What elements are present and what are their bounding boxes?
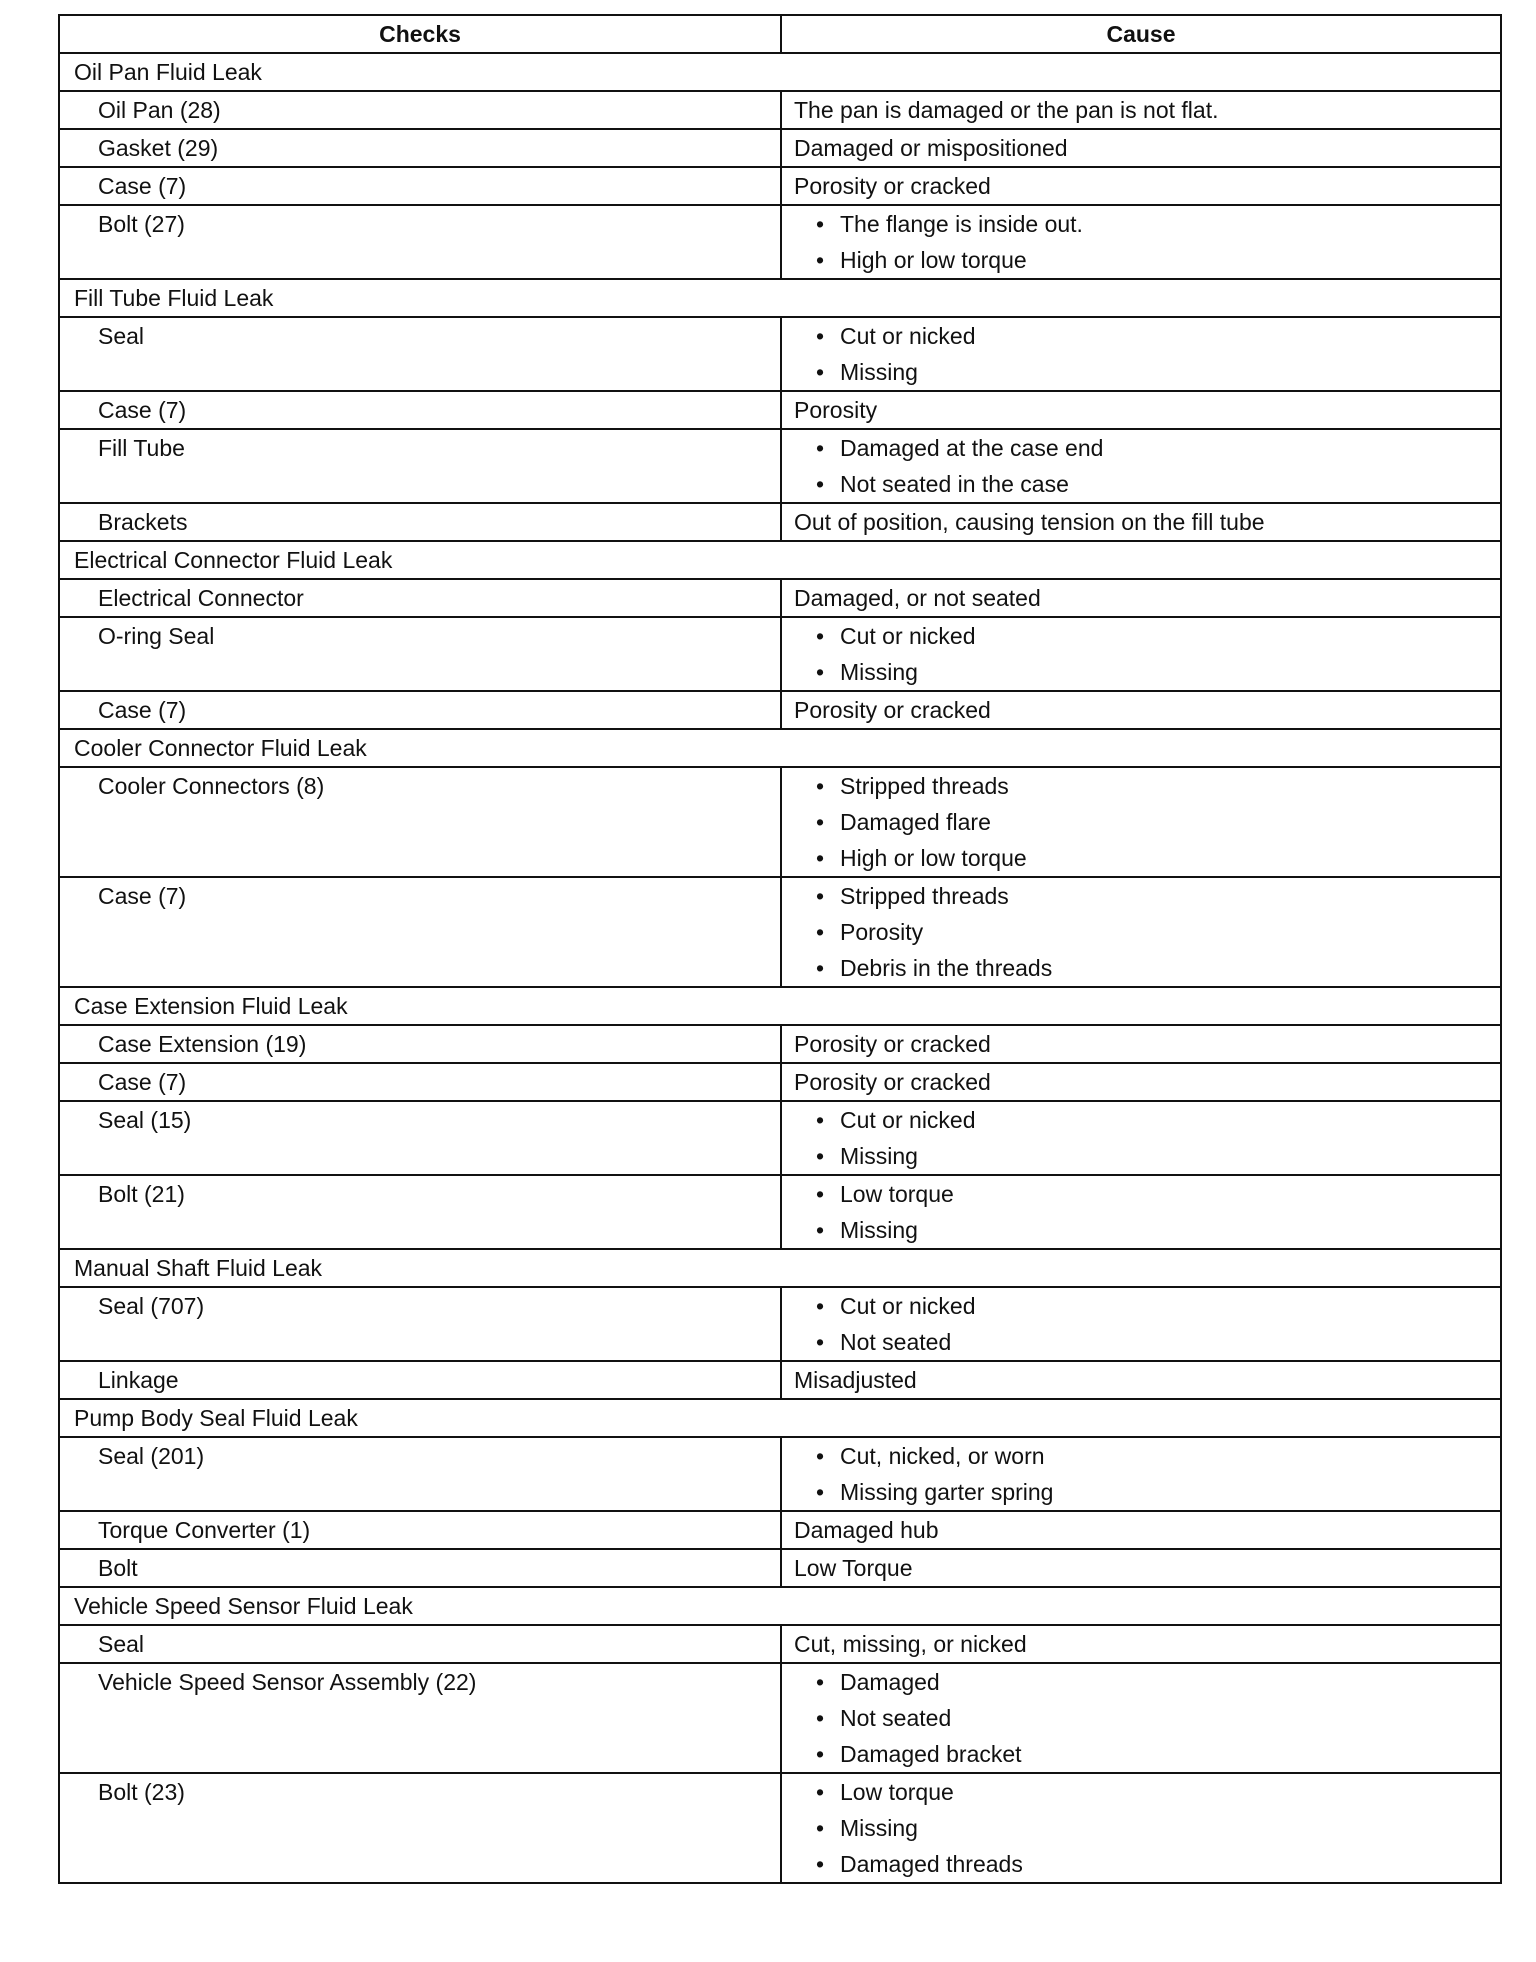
cause-bullet-item: • Cut, nicked, or worn <box>816 1438 1500 1474</box>
cause-cell: Low Torque <box>781 1549 1501 1587</box>
section-row <box>59 1399 1501 1437</box>
table-row <box>59 391 1501 429</box>
cause-bullet-item: • Damaged bracket <box>816 1736 1500 1772</box>
section-title: Cooler Connector Fluid Leak <box>59 729 1501 767</box>
cause-bullet-item: • Damaged flare <box>816 804 1500 840</box>
cause-bullet-item: • Damaged <box>816 1664 1500 1700</box>
check-cell: Vehicle Speed Sensor Assembly (22) <box>59 1663 781 1773</box>
cause-bullet-item: • Cut or nicked <box>816 618 1500 654</box>
cause-cell <box>781 1663 1501 1773</box>
check-cell: Bolt (27) <box>59 205 781 279</box>
table-row <box>59 1361 1501 1399</box>
cause-cell <box>781 205 1501 279</box>
check-cell: Linkage <box>59 1361 781 1399</box>
cause-bullet-list <box>782 1176 1500 1248</box>
table-row <box>59 579 1501 617</box>
table-row <box>59 167 1501 205</box>
cause-bullet-item: • Not seated <box>816 1700 1500 1736</box>
cause-bullet-item: • Cut or nicked <box>816 318 1500 354</box>
cause-bullet-item: • Damaged at the case end <box>816 430 1500 466</box>
cause-bullet-list <box>782 1438 1500 1510</box>
table-row <box>59 767 1501 877</box>
cause-bullet-item: • Cut or nicked <box>816 1288 1500 1324</box>
check-cell: Bolt (21) <box>59 1175 781 1249</box>
cause-bullet-list <box>782 430 1500 502</box>
table-row <box>59 503 1501 541</box>
cause-cell <box>781 1773 1501 1883</box>
cause-column-header: Cause <box>781 15 1501 53</box>
cause-bullet-item: • Not seated in the case <box>816 466 1500 502</box>
cause-bullet-item: • Porosity <box>816 914 1500 950</box>
section-title: Manual Shaft Fluid Leak <box>59 1249 1501 1287</box>
table-row <box>59 1511 1501 1549</box>
cause-cell <box>781 877 1501 987</box>
check-cell: O-ring Seal <box>59 617 781 691</box>
cause-cell: Out of position, causing tension on the fill tube <box>781 503 1501 541</box>
table-row <box>59 205 1501 279</box>
cause-cell: Cut, missing, or nicked <box>781 1625 1501 1663</box>
table-row <box>59 1773 1501 1883</box>
cause-bullet-item: • Damaged threads <box>816 1846 1500 1882</box>
check-cell: Torque Converter (1) <box>59 1511 781 1549</box>
cause-bullet-item: • Not seated <box>816 1324 1500 1360</box>
cause-cell: Misadjusted <box>781 1361 1501 1399</box>
table-body <box>59 53 1501 1883</box>
cause-bullet-item: • Low torque <box>816 1176 1500 1212</box>
table-row <box>59 1437 1501 1511</box>
section-row <box>59 729 1501 767</box>
check-cell: Seal (201) <box>59 1437 781 1511</box>
check-cell: Case (7) <box>59 877 781 987</box>
cause-cell: Damaged or mispositioned <box>781 129 1501 167</box>
cause-bullet-item: • Stripped threads <box>816 768 1500 804</box>
cause-bullet-item: • Missing <box>816 1138 1500 1174</box>
cause-cell: Porosity or cracked <box>781 167 1501 205</box>
table-row <box>59 1025 1501 1063</box>
cause-bullet-item: • Low torque <box>816 1774 1500 1810</box>
table-row <box>59 1549 1501 1587</box>
cause-bullet-item: • Missing <box>816 1212 1500 1248</box>
table-row <box>59 91 1501 129</box>
check-cell: Seal (707) <box>59 1287 781 1361</box>
section-title: Case Extension Fluid Leak <box>59 987 1501 1025</box>
check-cell: Case (7) <box>59 391 781 429</box>
cause-bullet-list <box>782 1774 1500 1882</box>
cause-cell: Porosity or cracked <box>781 691 1501 729</box>
cause-bullet-list <box>782 618 1500 690</box>
check-cell: Bolt <box>59 1549 781 1587</box>
cause-bullet-item: • Cut or nicked <box>816 1102 1500 1138</box>
table-row <box>59 1063 1501 1101</box>
cause-cell <box>781 1287 1501 1361</box>
check-cell: Case Extension (19) <box>59 1025 781 1063</box>
check-cell: Brackets <box>59 503 781 541</box>
section-title: Vehicle Speed Sensor Fluid Leak <box>59 1587 1501 1625</box>
cause-cell: Damaged hub <box>781 1511 1501 1549</box>
table-row <box>59 1101 1501 1175</box>
cause-bullet-list <box>782 1664 1500 1772</box>
cause-cell <box>781 1175 1501 1249</box>
check-cell: Seal <box>59 1625 781 1663</box>
check-cell: Cooler Connectors (8) <box>59 767 781 877</box>
check-cell: Oil Pan (28) <box>59 91 781 129</box>
fluid-leak-checks-table <box>58 14 1502 1884</box>
section-row <box>59 1587 1501 1625</box>
cause-bullet-item: • Debris in the threads <box>816 950 1500 986</box>
cause-cell <box>781 317 1501 391</box>
cause-bullet-list <box>782 206 1500 278</box>
checks-column-header: Checks <box>59 15 781 53</box>
header-row <box>59 15 1501 53</box>
check-cell: Seal <box>59 317 781 391</box>
cause-cell: The pan is damaged or the pan is not flat. <box>781 91 1501 129</box>
cause-bullet-list <box>782 318 1500 390</box>
table-row <box>59 1287 1501 1361</box>
table-row <box>59 877 1501 987</box>
table-row <box>59 1175 1501 1249</box>
table-row <box>59 1663 1501 1773</box>
cause-bullet-list <box>782 1102 1500 1174</box>
cause-bullet-item: • Stripped threads <box>816 878 1500 914</box>
section-title: Pump Body Seal Fluid Leak <box>59 1399 1501 1437</box>
cause-bullet-item: • High or low torque <box>816 840 1500 876</box>
table-row <box>59 617 1501 691</box>
table-row <box>59 317 1501 391</box>
cause-cell <box>781 767 1501 877</box>
cause-bullet-item: • Missing <box>816 354 1500 390</box>
section-row <box>59 1249 1501 1287</box>
section-row <box>59 541 1501 579</box>
cause-bullet-item: • Missing garter spring <box>816 1474 1500 1510</box>
check-cell: Case (7) <box>59 1063 781 1101</box>
cause-cell: Porosity <box>781 391 1501 429</box>
table-row <box>59 129 1501 167</box>
cause-cell: Porosity or cracked <box>781 1063 1501 1101</box>
cause-cell: Porosity or cracked <box>781 1025 1501 1063</box>
section-title: Oil Pan Fluid Leak <box>59 53 1501 91</box>
check-cell: Seal (15) <box>59 1101 781 1175</box>
cause-bullet-item: • The flange is inside out. <box>816 206 1500 242</box>
cause-bullet-list <box>782 878 1500 986</box>
cause-cell <box>781 617 1501 691</box>
cause-cell <box>781 1101 1501 1175</box>
cause-cell <box>781 429 1501 503</box>
cause-bullet-list <box>782 1288 1500 1360</box>
fluid-leak-table-page <box>58 14 1500 1884</box>
cause-bullet-list <box>782 768 1500 876</box>
section-row <box>59 53 1501 91</box>
check-cell: Gasket (29) <box>59 129 781 167</box>
check-cell: Fill Tube <box>59 429 781 503</box>
cause-bullet-item: • Missing <box>816 1810 1500 1846</box>
section-title: Fill Tube Fluid Leak <box>59 279 1501 317</box>
check-cell: Case (7) <box>59 691 781 729</box>
cause-bullet-item: • Missing <box>816 654 1500 690</box>
table-row <box>59 429 1501 503</box>
cause-cell <box>781 1437 1501 1511</box>
cause-cell: Damaged, or not seated <box>781 579 1501 617</box>
section-title: Electrical Connector Fluid Leak <box>59 541 1501 579</box>
check-cell: Bolt (23) <box>59 1773 781 1883</box>
check-cell: Electrical Connector <box>59 579 781 617</box>
section-row <box>59 279 1501 317</box>
table-row <box>59 691 1501 729</box>
check-cell: Case (7) <box>59 167 781 205</box>
section-row <box>59 987 1501 1025</box>
table-row <box>59 1625 1501 1663</box>
cause-bullet-item: • High or low torque <box>816 242 1500 278</box>
